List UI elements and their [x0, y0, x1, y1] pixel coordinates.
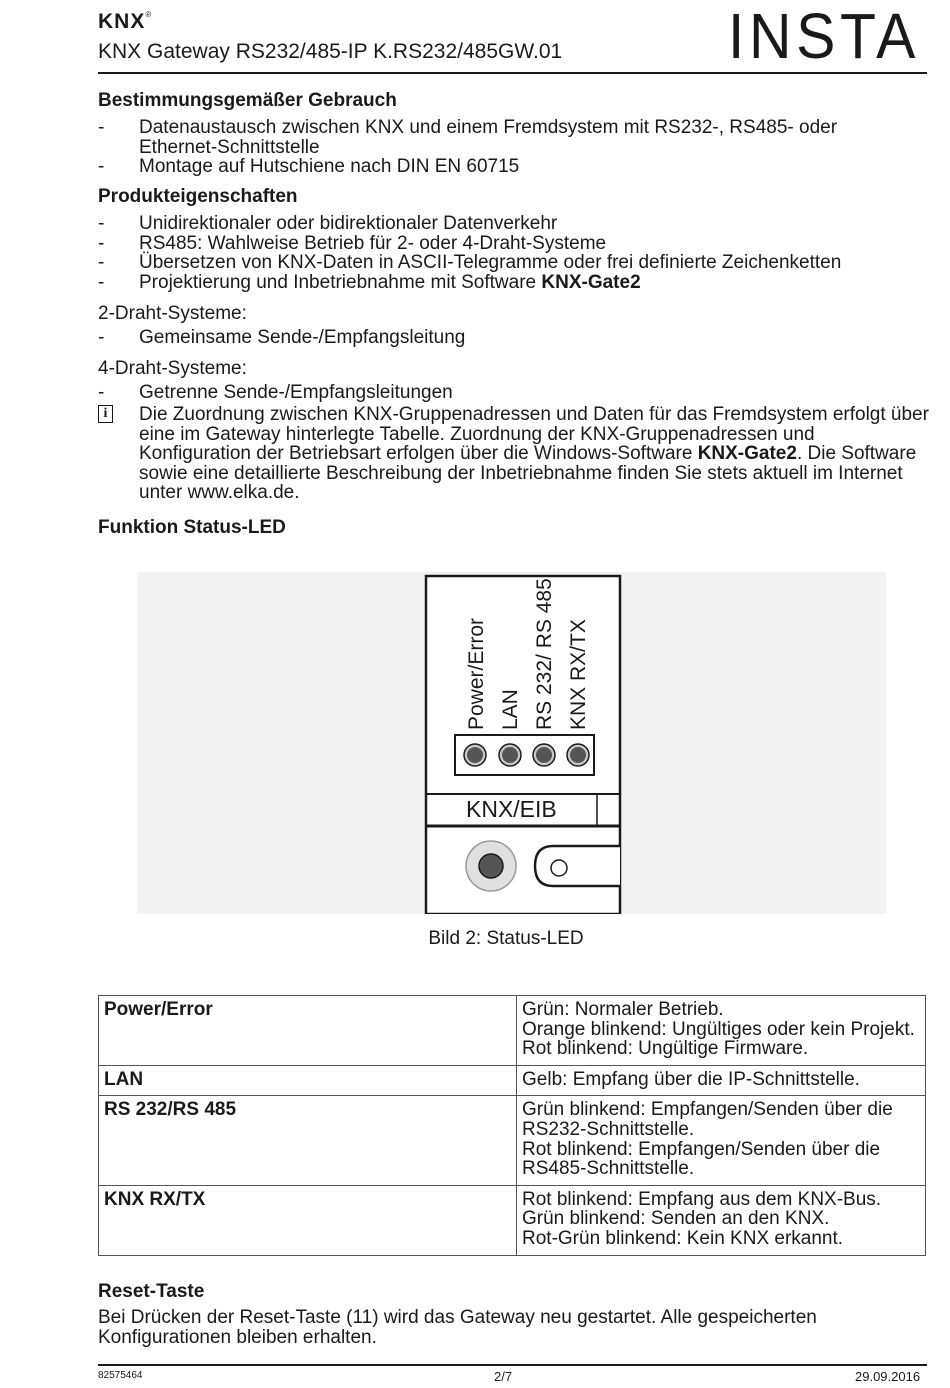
led-power-error [464, 744, 486, 766]
footer-rule [98, 1364, 927, 1366]
footer-date: 29.09.2016 [855, 1369, 921, 1384]
usage-heading: Bestimmungsgemäßer Gebrauch [98, 90, 397, 111]
document-title: KNX Gateway RS232/485-IP K.RS232/485GW.01 [98, 40, 563, 63]
table-row [99, 1096, 926, 1185]
usage-list [98, 118, 878, 177]
list-item: - Projektierung und Inbetriebnahme mit Software KNX-Gate2 [98, 271, 641, 293]
knx-logo: KNX® [98, 10, 153, 33]
list-item: - Getrenne Sende-/Empfangsleitungen [98, 382, 453, 403]
status-led-figure [137, 572, 886, 914]
list-item: - Übersetzen von KNX-Daten in ASCII-Telegramme oder frei definierte Zeichenketten [98, 252, 842, 274]
info-note: Die Zuordnung zwischen KNX-Gruppenadressen und Daten für das Fremdsystem erfolgt über eine im Gateway hinterlegte Tabelle. Zuordnung der KNX-Gruppenadressen und Konfiguration der Betriebsart erfolgen über die Windows-Software KNX-Gate2. Die Software sowie eine detaillierte Beschreibung der Inbetriebnahme finden Sie stets aktuell im Internet unter www.elka.de. [139, 404, 929, 504]
table-key: RS 232/RS 485 [99, 1096, 517, 1185]
status-led-heading: Funktion Status-LED [98, 517, 286, 538]
four-wire-list [98, 383, 918, 403]
list-item: - Datenaustausch zwischen KNX und einem Fremdsystem mit RS232-, RS485- oder Ethernet-Schnittstelle [98, 117, 838, 158]
table-row [99, 1065, 926, 1096]
table-key: Power/Error [99, 996, 517, 1066]
insta-brand-logo: INSTA [728, 0, 921, 72]
led-lan [499, 744, 521, 766]
status-led-diagram [137, 572, 886, 914]
led-label-knx-rxtx: KNX RX/TX [567, 619, 590, 730]
list-item: - Gemeinsame Sende-/Empfangsleitung [98, 327, 466, 348]
info-icon: i [98, 405, 113, 423]
led-knx-rxtx [567, 744, 589, 766]
header-rule [98, 72, 927, 74]
doc-number: 82575464 [98, 1370, 143, 1381]
reset-button-graphic [466, 841, 516, 891]
page-number: 2/7 [494, 1369, 513, 1384]
features-heading: Produkteigenschaften [98, 186, 298, 207]
list-item: - Unidirektionaler oder bidirektionaler Datenverkehr [98, 213, 558, 234]
table-value: Gelb: Empfang über die IP-Schnittstelle. [517, 1065, 926, 1096]
table-value: Grün blinkend: Empfangen/Senden über die RS232-Schnittstelle. Rot blinkend: Empfangen/Senden über die RS485-Schnittstelle. [517, 1096, 926, 1185]
list-item: - RS485: Wahlweise Betrieb für 2- oder 4-Draht-Systeme [98, 232, 607, 254]
led-label-power-error: Power/Error [465, 617, 488, 730]
two-wire-list [98, 328, 918, 348]
features-list [98, 214, 918, 292]
connector-pin [551, 860, 567, 876]
table-key: KNX RX/TX [99, 1185, 517, 1255]
list-item: - Montage auf Hutschiene nach DIN EN 60715 [98, 156, 520, 178]
table-key: LAN [99, 1065, 517, 1096]
reset-text: Bei Drücken der Reset-Taste (11) wird das Gateway neu gestartet. Alle gespeicherten Konfigurationen bleiben erhalten. [98, 1307, 817, 1348]
table-row [99, 1185, 926, 1255]
led-label-lan: LAN [499, 689, 522, 730]
status-led-table [98, 995, 926, 1256]
figure-caption: Bild 2: Status-LED [428, 928, 584, 949]
table-row [99, 996, 926, 1066]
reset-heading: Reset-Taste [98, 1281, 205, 1302]
four-wire-label: 4-Draht-Systeme: [98, 358, 247, 379]
table-value: Rot blinkend: Empfang aus dem KNX-Bus. Grün blinkend: Senden an den KNX. Rot-Grün blinkend: Kein KNX erkannt. [517, 1185, 926, 1255]
knx-eib-label: KNX/EIB [466, 796, 557, 822]
led-label-rs232-rs485: RS 232/ RS 485 [533, 578, 556, 730]
table-value: Grün: Normaler Betrieb. Orange blinkend: Ungültiges oder kein Projekt. Rot blinkend: Ungültige Firmware. [517, 996, 926, 1066]
led-rs232-rs485 [533, 744, 555, 766]
connector-outline [535, 846, 620, 886]
two-wire-label: 2-Draht-Systeme: [98, 303, 247, 324]
